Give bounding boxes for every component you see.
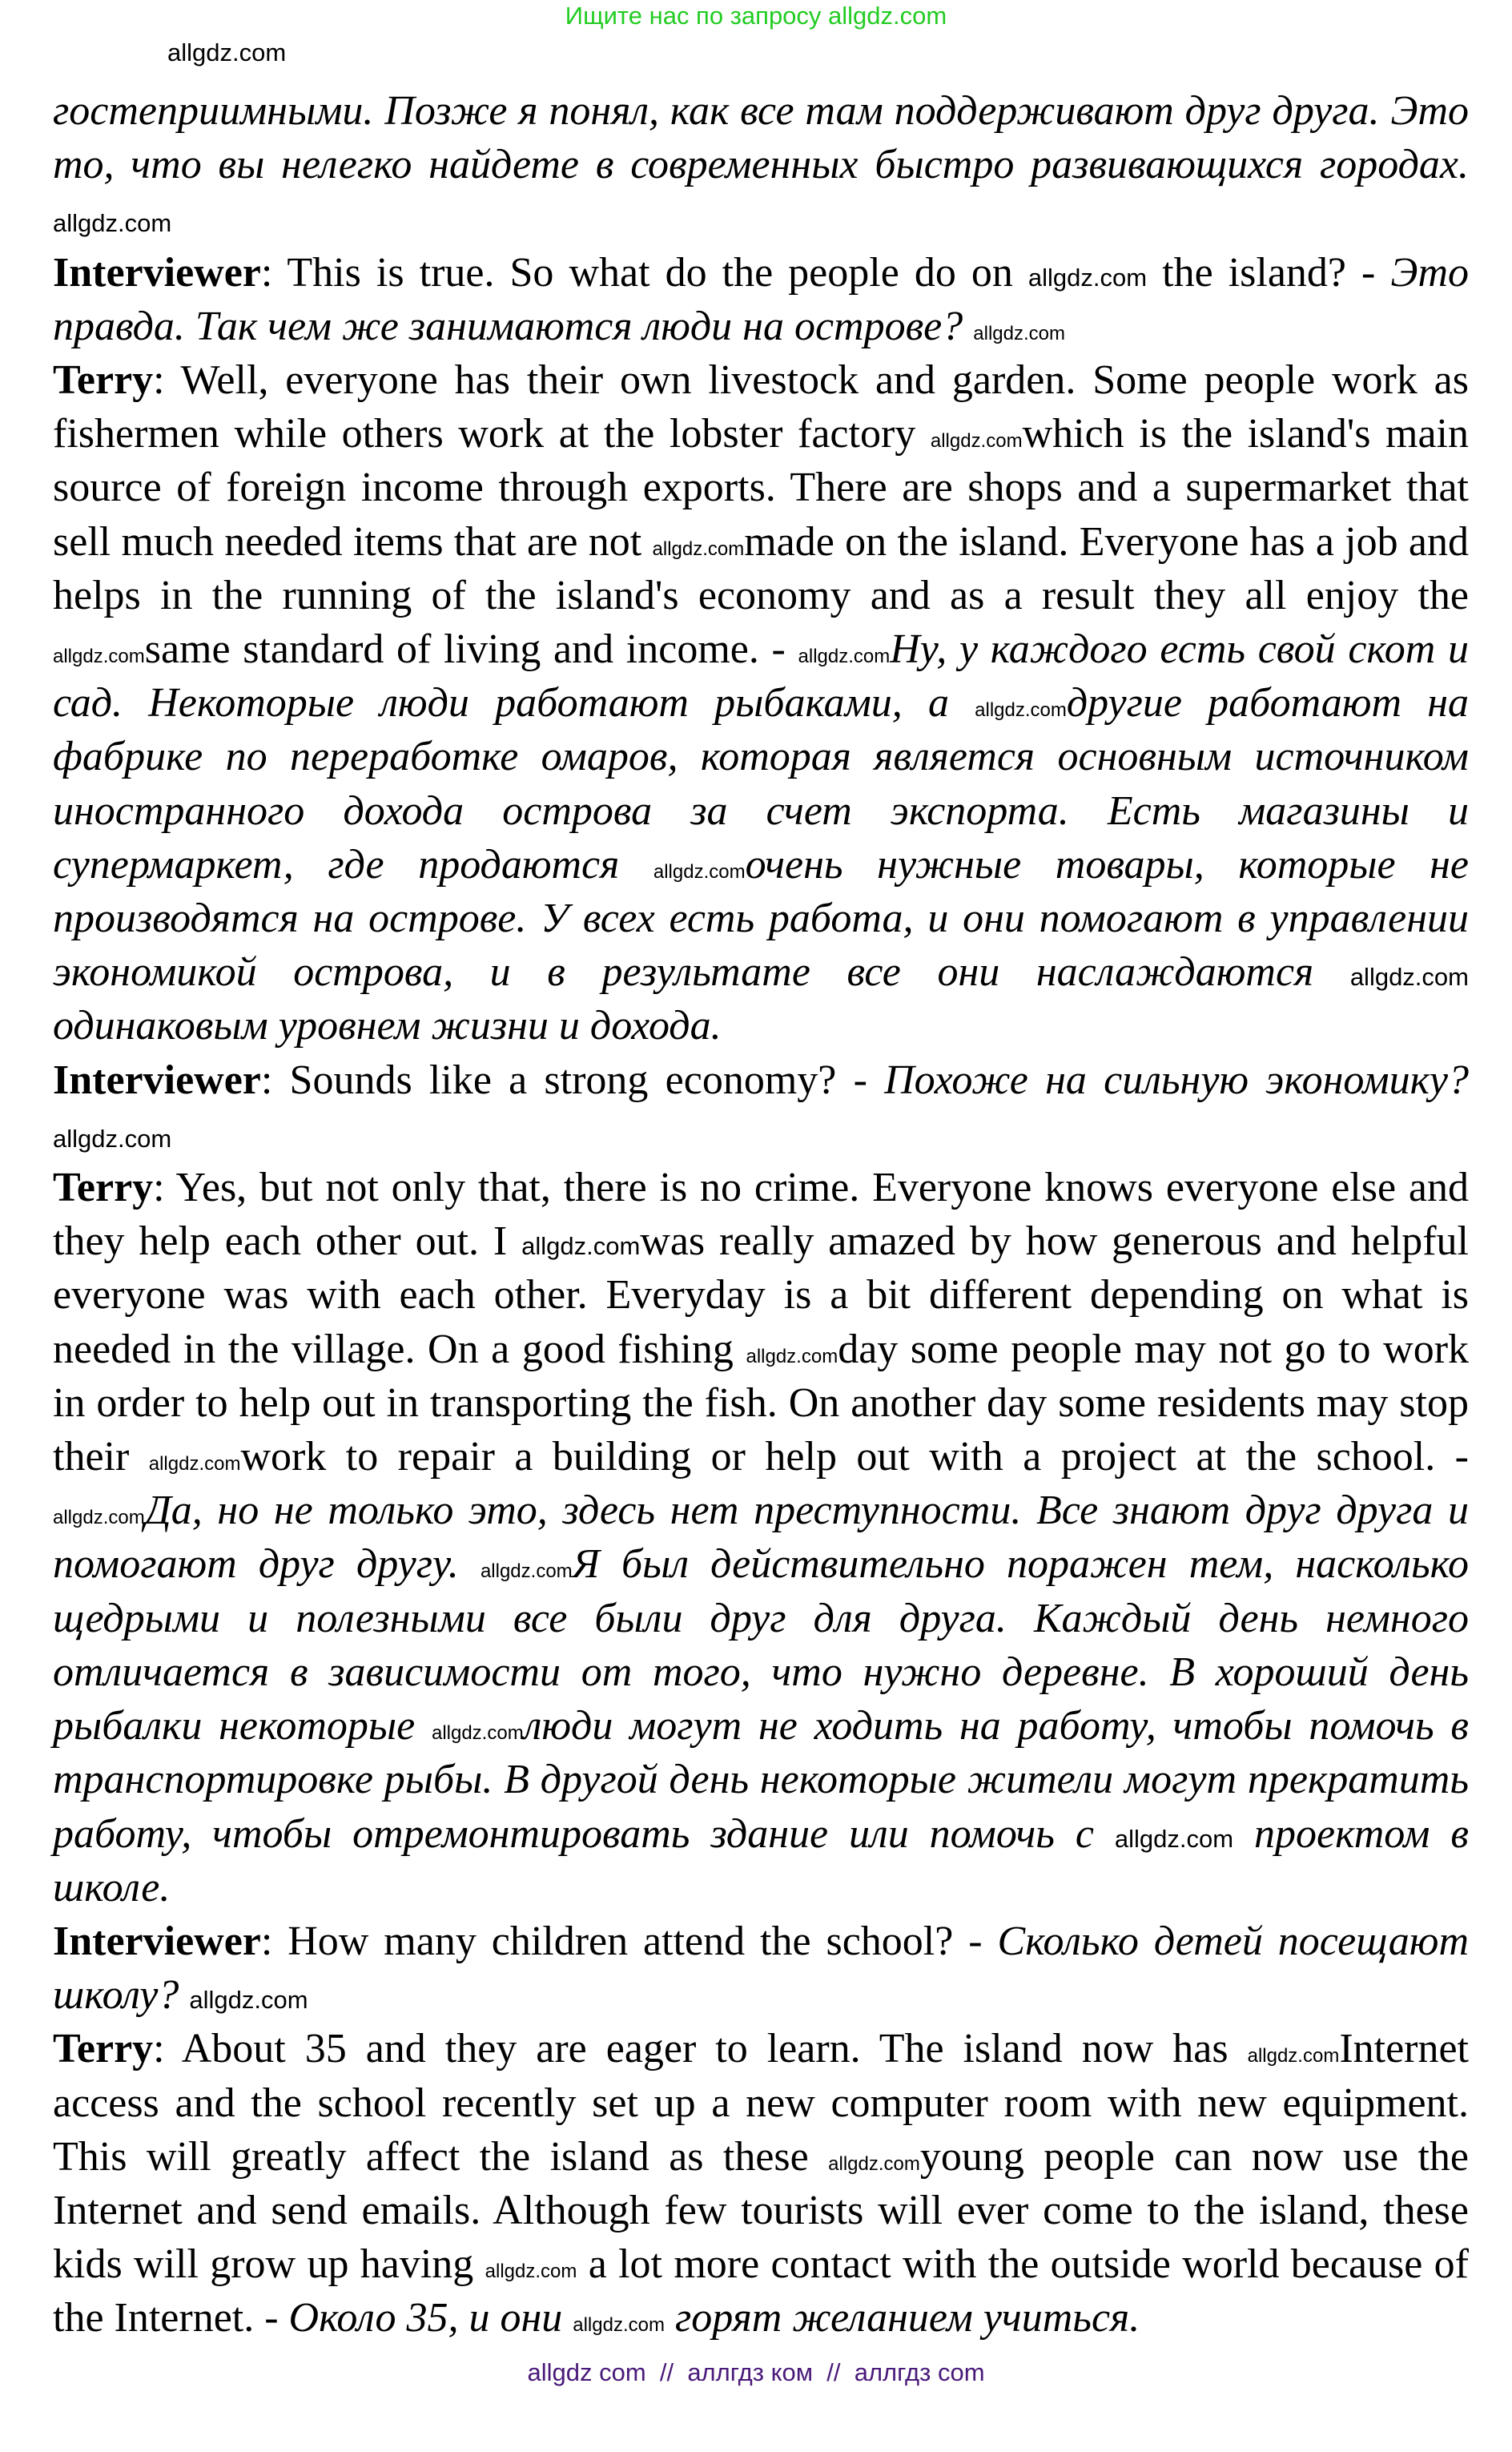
watermark: allgdz.com — [148, 1453, 241, 1476]
speaker-label: Interviewer — [53, 249, 261, 296]
paragraph — [53, 1914, 1469, 2022]
watermark: allgdz.com — [798, 646, 891, 668]
watermark: allgdz.com — [521, 1232, 641, 1261]
watermark: allgdz.com — [189, 1986, 308, 2015]
speaker-label: Interviewer — [53, 1057, 261, 1103]
watermark: allgdz.com — [431, 1722, 524, 1745]
english-text: : About 35 and they are eager to learn. The island now has allgdz.comInternet access and the school recently set up a new computer room with new equipment. This will greatly affect the island as these allgdz.comyoung people can now use the Internet and send emails. Although few tourists will ever come to the island, these kids will grow up having allgdz.com a lot more contact with the outside world because of the Internet. - — [53, 2026, 1469, 2341]
russian-text: гостеприимными. Позже я понял, как все там поддерживают друг друга. Это то, что вы нелегко найдете в современных быстро развивающихся городах. allgdz.com — [53, 88, 1469, 238]
watermark: allgdz.com — [167, 38, 287, 66]
document-body — [53, 0, 1469, 2345]
watermark: allgdz.com — [1349, 963, 1469, 992]
speaker-label: Terry — [53, 357, 154, 404]
watermark: allgdz.com — [1027, 263, 1148, 292]
speaker-label: Interviewer — [53, 1918, 261, 1964]
russian-text: Около 35, и они allgdz.com горят желанием учиться. — [288, 2295, 1140, 2341]
english-text: : Yes, but not only that, there is no crime. Everyone knows everyone else and they help each other out. I allgdz.comwas really amazed by how generous and helpful everyone was with each other. Everyday is a bit different depending on what is needed in the village. On a good fishing allgdz.comday some people may not go to work in order to help out in transporting the fish. On another day some residents may stop their allgdz.comwork to repair a building or help out with a project at the school. - allgdz.com — [53, 1165, 1470, 1529]
russian-text: Похоже на сильную экономику? allgdz.com — [53, 1057, 1469, 1153]
speaker-label: Terry — [53, 2026, 154, 2072]
russian-text: Да, но не только это, здесь нет преступности. Все знают друг друга и помогают друг другу. allgdz.comЯ был действительно поражен тем, насколько щедрыми и полезными все были друг для друга. Каждый день немного отличается в зависимости от того, что нужно деревне. В хороший день рыбалки некоторые allgdz.comлюди могут не ходить на работу, чтобы помочь в транспортировке рыбы. В другой день некоторые жители могут прекратить работу, чтобы отремонтировать здание или помочь с allgdz.com проектом в школе. — [53, 1488, 1470, 1910]
watermark: allgdz.com — [53, 209, 172, 238]
watermark: allgdz.com — [1114, 1824, 1234, 1853]
watermark: allgdz.com — [53, 646, 145, 668]
watermark: allgdz.com — [828, 2152, 920, 2175]
watermark: allgdz.com — [485, 2261, 577, 2283]
watermark: allgdz.com — [973, 322, 1065, 344]
watermark: allgdz.com — [653, 860, 746, 883]
watermark: allgdz.com — [975, 699, 1067, 722]
watermark: allgdz.com — [573, 2314, 665, 2337]
russian-text: Сколько детей посещают школу? allgdz.com — [53, 1918, 1469, 2019]
bottom-banner: allgdz com // аллгдз ком // аллгдз com — [527, 2357, 985, 2386]
paragraph — [53, 1053, 1469, 1161]
paragraph — [53, 1161, 1469, 1914]
watermark: allgdz.com — [53, 1124, 172, 1153]
english-text: : This is true. So what do the people do on allgdz.com the island? - — [260, 249, 1391, 296]
russian-text: Это правда. Так чем же занимаются люди на острове? allgdz.com — [53, 249, 1469, 349]
watermark: allgdz.com — [930, 430, 1023, 453]
paragraph — [53, 2022, 1469, 2345]
top-banner: Ищите нас по запросу allgdz.com — [565, 2, 947, 30]
english-text: : Sounds like a strong economy? - — [260, 1057, 885, 1103]
russian-text: Ну, у каждого есть свой скот и сад. Некоторые люди работают рыбаками, а allgdz.comдругие работают на фабрике по переработке омаров, которая является основным источником иностранного дохода острова за счет экспорта. Есть магазины и супермаркет, где продаются allgdz.comочень нужные товары, которые не производятся на острове. У всех есть работа, и они помогают в управлении экономикой острова, и в результате все они наслаждаются allgdz.com одинаковым уровнем жизни и дохода. — [53, 626, 1470, 1049]
english-text: : Well, everyone has their own livestock and garden. Some people work as fishermen while others work at the lobster factory allgdz.comwhich is the island's main source of foreign income through exports. There are shops and a supermarket that sell much needed items that are not allgdz.commade on the island. Everyone has a job and helps in the running of the island's economy and as a result they all enjoy the allgdz.comsame standard of living and income. - allgdz.com — [53, 357, 1469, 673]
watermark: allgdz.com — [1247, 2045, 1340, 2067]
watermark: allgdz.com — [480, 1560, 573, 1583]
english-text: : How many children attend the school? - — [260, 1918, 998, 1964]
watermark: allgdz.com — [652, 538, 745, 560]
speaker-label: Terry — [53, 1165, 154, 1211]
paragraph — [53, 246, 1469, 353]
paragraph — [53, 353, 1469, 1053]
paragraph — [53, 84, 1469, 246]
watermark: allgdz.com — [53, 1507, 145, 1529]
watermark: allgdz.com — [746, 1345, 838, 1367]
